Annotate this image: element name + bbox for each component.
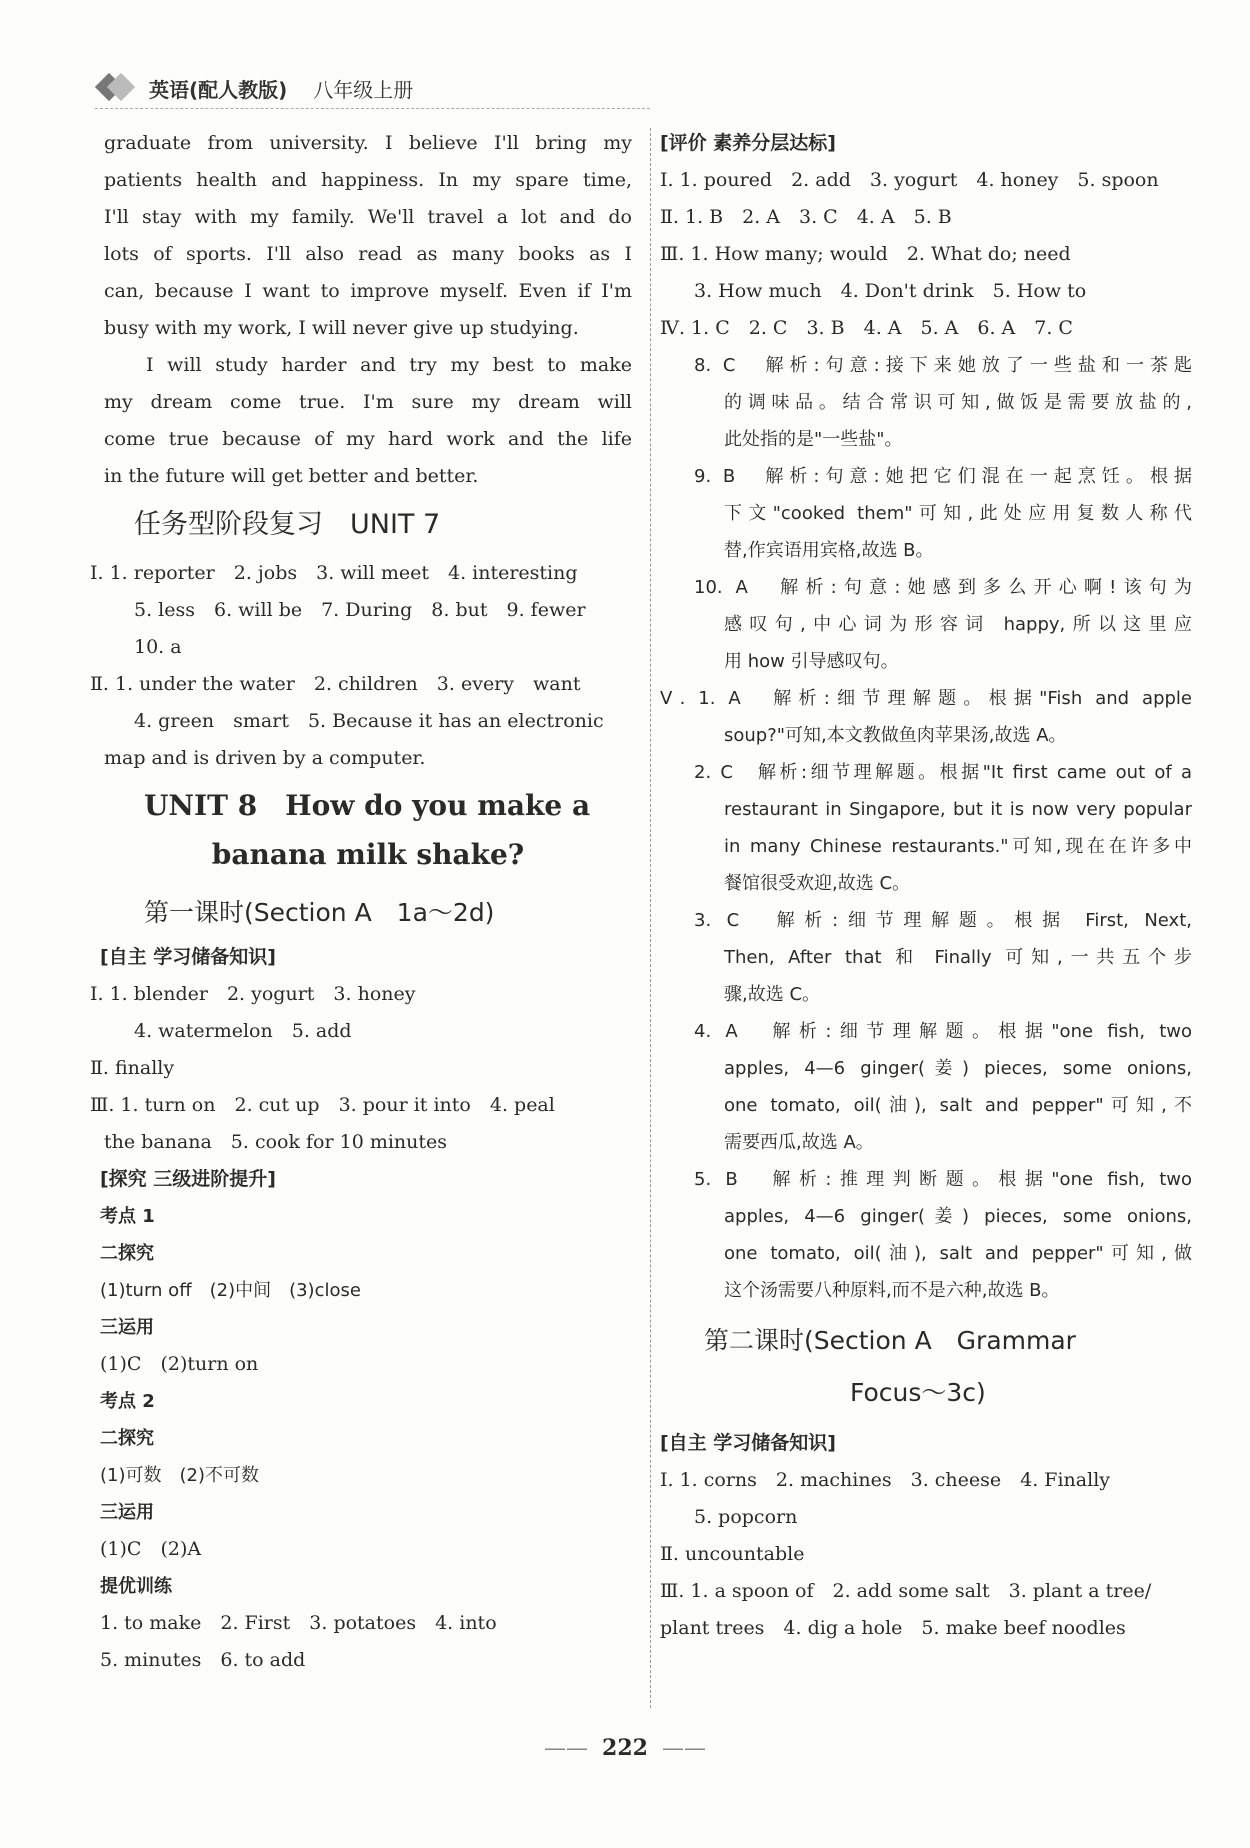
answer-line: (1)可数 (2)不可数	[100, 1465, 259, 1486]
essay-line: graduate from university. I believe I'll bring my	[104, 132, 632, 154]
sub-label: 三运用	[100, 1502, 154, 1523]
explanation-line: 的调味品。结合常识可知,做饭是需要放盐的,	[724, 392, 1192, 413]
explanation-line: 2. C 解析:细节理解题。根据"It first came out of a	[694, 762, 1192, 783]
explanation-line: apples, 4—6 ginger(姜) pieces, some onions,	[724, 1058, 1192, 1079]
essay-line: lots of sports. I'll also read as many books as I	[104, 243, 632, 265]
explanation-line: 替,作宾语用宾格,故选 B。	[724, 540, 934, 561]
explanation-line: 用 how 引导感叹句。	[724, 651, 899, 672]
essay-line: I will study harder and try my best to make	[146, 354, 632, 376]
right-column	[660, 125, 1192, 1647]
answer-line: 5. less 6. will be 7. During 8. but 9. fewer	[134, 599, 586, 621]
answer-line: Ⅳ. 1. C 2. C 3. B 4. A 5. A 6. A 7. C	[660, 317, 1073, 339]
sub-label: 二探究	[100, 1428, 154, 1449]
answer-line: (1)turn off (2)中间 (3)close	[100, 1280, 361, 1301]
essay-line: in the future will get better and better.	[104, 465, 479, 487]
subject-title: 英语(配人教版)	[149, 77, 288, 102]
answer-line: Ⅲ. 1. a spoon of 2. add some salt 3. plant a tree/	[660, 1580, 1152, 1602]
explanation-line: Then, After that 和 Finally 可知,一共五个步	[724, 947, 1192, 968]
explanation-line: 9. B 解析:句意:她把它们混在一起烹饪。根据	[694, 466, 1192, 487]
explanation-line: 3. C 解析:细节理解题。根据 First, Next,	[694, 910, 1192, 931]
answer-line: (1)C (2)A	[100, 1538, 202, 1560]
section-bracket: [自主 学习储备知识]	[660, 1432, 836, 1454]
answer-line: 10. a	[134, 636, 182, 658]
answer-line: 5. popcorn	[694, 1506, 798, 1528]
answer-line: map and is driven by a computer.	[104, 747, 426, 769]
unit-title-cont: banana milk shake?	[211, 838, 525, 871]
essay-line: can, because I want to improve myself. Even if I'm	[104, 280, 632, 302]
lesson-title: 第二课时(Section A Grammar	[704, 1326, 1076, 1355]
answer-line: Ⅲ. 1. turn on 2. cut up 3. pour it into 4. peal	[90, 1094, 555, 1116]
page-number-value: 222	[602, 1735, 648, 1761]
sub-label: 提优训练	[100, 1576, 172, 1597]
explanation-line: apples, 4—6 ginger(姜) pieces, some onions,	[724, 1206, 1192, 1227]
answer-line: plant trees 4. dig a hole 5. make beef noodles	[660, 1617, 1126, 1639]
explanation-line: 5. B 解析:推理判断题。根据"one fish, two	[694, 1169, 1192, 1190]
essay-line: my dream come true. I'm sure my dream will	[104, 391, 632, 413]
answer-line: Ⅱ. uncountable	[660, 1543, 805, 1565]
explanation-line: one tomato, oil(油), salt and pepper"可知,做	[724, 1243, 1192, 1264]
answer-line: 4. green smart 5. Because it has an electronic	[134, 710, 604, 732]
explanation-line: 4. A 解析:细节理解题。根据"one fish, two	[694, 1021, 1192, 1042]
grade-label: 八年级上册	[313, 77, 414, 102]
lesson-title: 第一课时(Section A 1a～2d)	[144, 898, 495, 927]
answer-line: Ⅰ. 1. corns 2. machines 3. cheese 4. Finally	[660, 1469, 1111, 1491]
column-divider	[650, 128, 651, 1708]
section-bracket: [自主 学习储备知识]	[100, 946, 276, 968]
essay-line: come true because of my hard work and the life	[104, 428, 632, 450]
essay-line: I'll stay with my family. We'll travel a lot and do	[104, 206, 632, 228]
unit-title: UNIT 8 How do you make a	[144, 789, 591, 822]
explanation-line: 感叹句,中心词为形容词 happy,所以这里应	[724, 614, 1192, 635]
explanation-line: 10. A 解析:句意:她感到多么开心啊!该句为	[694, 577, 1192, 598]
explanation-line: 骤,故选 C。	[724, 984, 821, 1005]
answer-line: 5. minutes 6. to add	[100, 1649, 306, 1671]
lesson-title-cont: Focus～3c)	[850, 1378, 986, 1407]
explanation-line: 餐馆很受欢迎,故选 C。	[724, 873, 911, 894]
explanation-line: Ⅴ. 1. A 解析:细节理解题。根据"Fish and apple	[660, 688, 1192, 709]
review-heading: 任务型阶段复习 UNIT 7	[134, 509, 441, 540]
explanation-line: 这个汤需要八种原料,而不是六种,故选 B。	[724, 1280, 1060, 1301]
left-column	[90, 125, 632, 1679]
answer-line: Ⅰ. 1. blender 2. yogurt 3. honey	[90, 983, 416, 1005]
sub-label: 二探究	[100, 1243, 154, 1264]
explanation-line: one tomato, oil(油), salt and pepper"可知,不	[724, 1095, 1192, 1116]
kaodian-label: 考点 2	[100, 1391, 155, 1412]
sub-label: 三运用	[100, 1317, 154, 1338]
answer-line: Ⅱ. finally	[90, 1057, 175, 1079]
answer-line: Ⅱ. 1. B 2. A 3. C 4. A 5. B	[660, 206, 952, 228]
diamond-logo-icon	[95, 71, 135, 105]
page-number: —— 222 ——	[544, 1735, 706, 1761]
kaodian-label: 考点 1	[100, 1206, 155, 1227]
essay-line: patients health and happiness. In my spare time,	[104, 169, 632, 191]
header-rule	[95, 108, 650, 109]
explanation-line: 此处指的是"一些盐"。	[724, 429, 903, 450]
answer-line: Ⅰ. 1. poured 2. add 3. yogurt 4. honey 5. spoon	[660, 169, 1159, 191]
answer-line: 4. watermelon 5. add	[134, 1020, 352, 1042]
answer-line: (1)C (2)turn on	[100, 1353, 259, 1375]
explanation-line: restaurant in Singapore, but it is now very popular	[724, 799, 1192, 820]
page-header	[95, 68, 413, 108]
answer-line: 3. How much 4. Don't drink 5. How to	[694, 280, 1087, 302]
answer-line: Ⅰ. 1. reporter 2. jobs 3. will meet 4. interesting	[90, 562, 578, 584]
answer-line: Ⅱ. 1. under the water 2. children 3. every want	[90, 673, 581, 695]
answer-line: the banana 5. cook for 10 minutes	[104, 1131, 448, 1153]
answer-line: 1. to make 2. First 3. potatoes 4. into	[100, 1612, 497, 1634]
essay-line: busy with my work, I will never give up studying.	[104, 317, 579, 339]
explanation-line: soup?"可知,本文教做鱼肉苹果汤,故选 A。	[724, 725, 1067, 746]
section-bracket: [评价 素养分层达标]	[660, 132, 836, 154]
explanation-line: in many Chinese restaurants."可知,现在在许多中	[724, 836, 1192, 857]
answer-line: Ⅲ. 1. How many; would 2. What do; need	[660, 243, 1071, 265]
explanation-line: 需要西瓜,故选 A。	[724, 1132, 874, 1153]
section-bracket: [探究 三级进阶提升]	[100, 1168, 276, 1190]
explanation-line: 下文"cooked them"可知,此处应用复数人称代	[724, 503, 1192, 524]
explanation-line: 8. C 解析:句意:接下来她放了一些盐和一茶匙	[694, 355, 1192, 376]
